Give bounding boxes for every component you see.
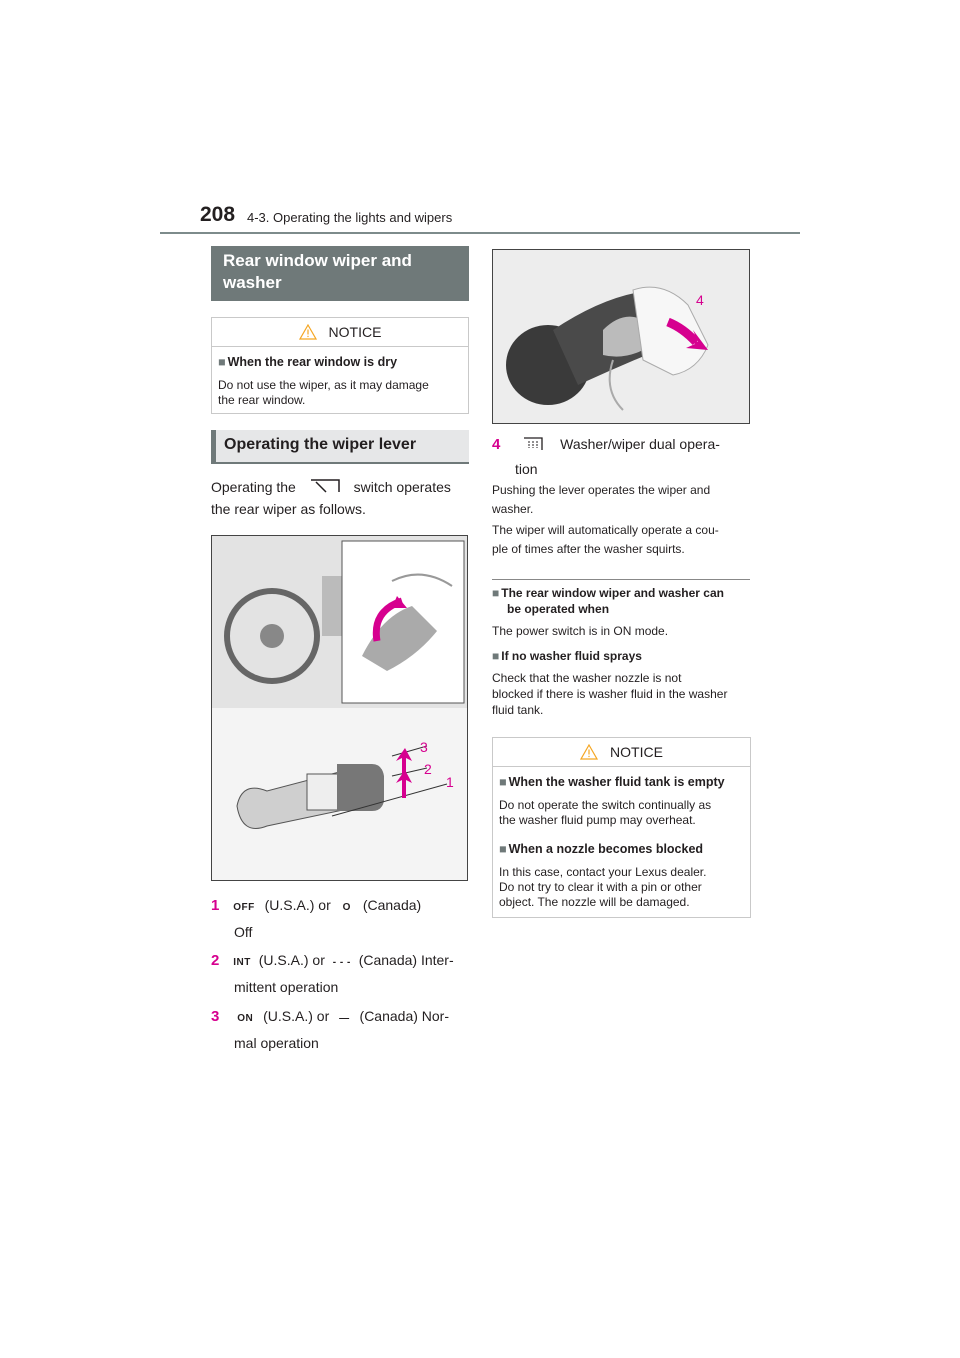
- callout-2: 2: [424, 761, 432, 777]
- notice-text: In this case, contact your Lexus dealer. Do not try to clear it with a pin or other object. The nozzle will be damaged.: [499, 865, 707, 909]
- square-bullet-icon: ■: [492, 649, 500, 663]
- info-block: ■ The rear window wiper and washer can be operated when The power switch is in ON mode. ■ If no washer fluid sprays Check that the washer nozzle is not blocked if there is washer fluid in the washer fluid tank.: [492, 585, 752, 718]
- header-rule: [160, 232, 800, 234]
- notice-box: [492, 737, 751, 918]
- on-glyph: ON: [237, 1013, 254, 1024]
- notice-heading: ■ When the washer fluid tank is empty: [499, 775, 725, 789]
- list-item: 1 OFF (U.S.A.) or O (Canada) Off: [211, 897, 422, 940]
- notice-heading: ■ When a nozzle becomes blocked: [499, 842, 704, 856]
- lever-illustration: [212, 536, 467, 880]
- notice-heading: ■ When the rear window is dry: [218, 355, 398, 369]
- callout-4: 4: [696, 292, 704, 308]
- washer-illustration: [493, 250, 749, 423]
- washer-lever-figure: [492, 249, 750, 424]
- list-item: 4 Washer/wiper dual opera- tion: [492, 436, 720, 477]
- notice-box: [211, 317, 469, 414]
- callout-1: 1: [446, 774, 454, 790]
- rear-wiper-icon: [308, 477, 342, 495]
- info-heading: ■ The rear window wiper and washer can be operated when: [492, 586, 724, 616]
- int-glyph: INT: [233, 957, 251, 968]
- subheading: Operating the wiper lever: [211, 430, 469, 464]
- washer-description: Pushing the lever operates the wiper and washer. The wiper will automatically operate a cou- ple of times after the washer squirts.: [492, 483, 719, 556]
- notice-text: Do not use the wiper, as it may damage the rear window.: [218, 378, 429, 407]
- canada-on-glyph: —: [339, 1013, 350, 1024]
- list-item: 3 ON (U.S.A.) or — (Canada) Nor- mal operation: [211, 1008, 450, 1051]
- warning-triangle-icon: [299, 324, 317, 340]
- intro-text: Operating the switch operates the rear wiper as follows.: [211, 479, 451, 517]
- square-bullet-icon: ■: [499, 775, 507, 789]
- wiper-lever-figure: [211, 535, 468, 881]
- info-rule: [492, 579, 750, 580]
- square-bullet-icon: ■: [499, 842, 507, 856]
- notice-label: NOTICE: [328, 324, 382, 340]
- notice-label: NOTICE: [610, 744, 663, 760]
- info-heading: ■ If no washer fluid sprays: [492, 649, 642, 663]
- off-glyph: OFF: [233, 902, 255, 913]
- canada-off-glyph: O: [342, 902, 351, 913]
- warning-triangle-icon: [580, 744, 598, 760]
- washer-wiper-icon: [522, 434, 544, 452]
- square-bullet-icon: ■: [218, 355, 226, 369]
- page-number: 208: [200, 203, 236, 226]
- canada-int-glyph: - - -: [332, 957, 351, 968]
- notice-header: [493, 738, 750, 767]
- callout-3: 3: [420, 739, 428, 755]
- list-item: 2 INT (U.S.A.) or - - - (Canada) Inter- mittent operation: [211, 952, 454, 995]
- chapter-title: 4-3. Operating the lights and wipers: [247, 210, 453, 225]
- notice-text: Do not operate the switch continually as the washer fluid pump may overheat.: [499, 798, 712, 827]
- square-bullet-icon: ■: [492, 586, 500, 600]
- section-title: Rear window wiper and washer: [211, 246, 469, 301]
- notice-header: [212, 318, 468, 347]
